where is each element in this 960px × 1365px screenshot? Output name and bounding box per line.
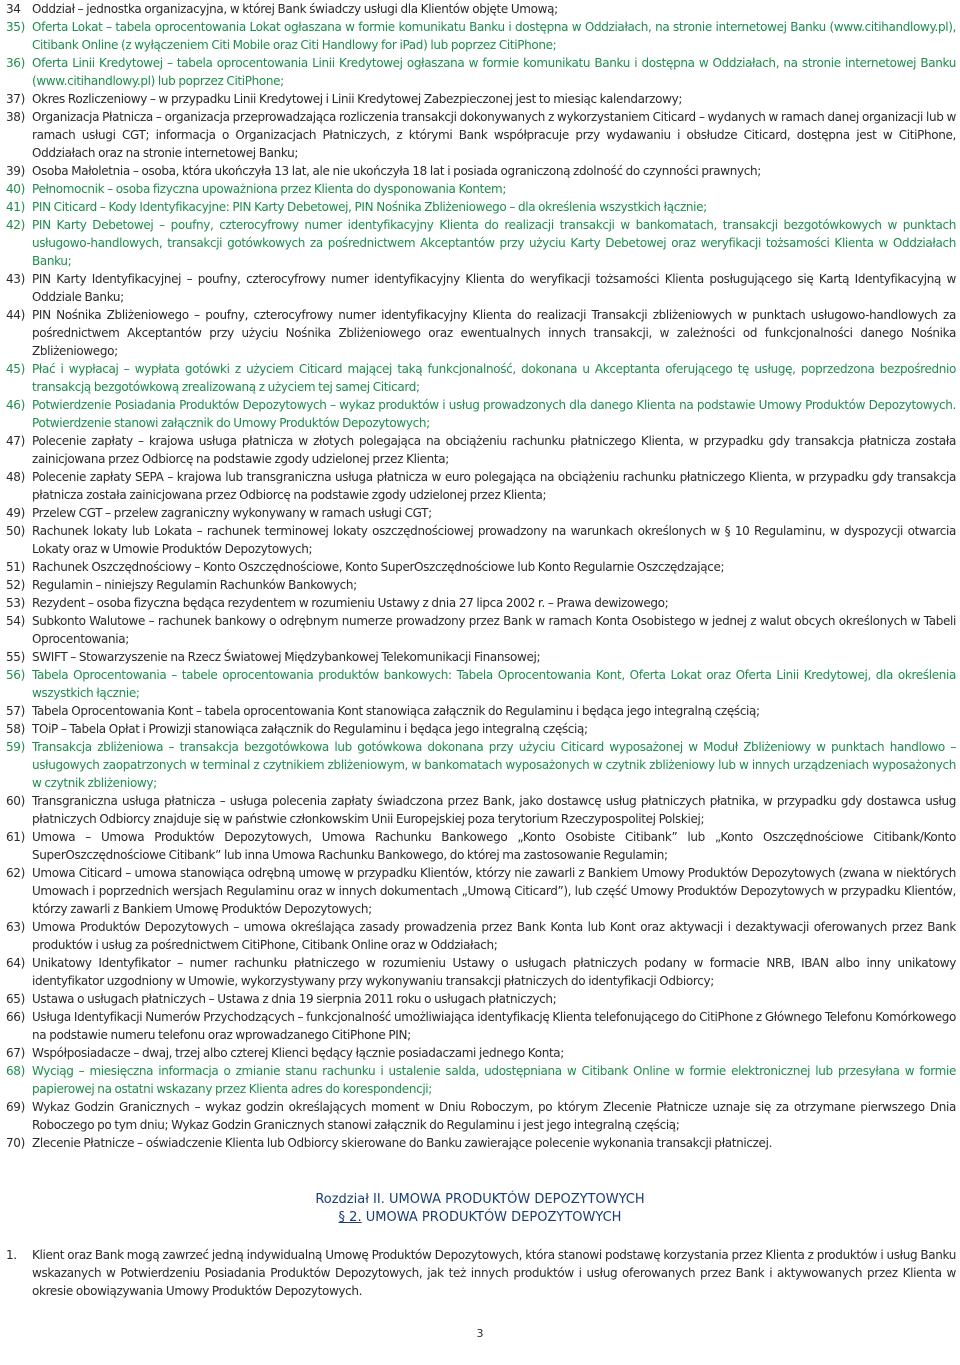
definition-item — [6, 504, 956, 522]
definition-item — [6, 738, 956, 792]
definition-item — [6, 864, 956, 918]
definition-number: 34 — [6, 2, 21, 16]
definition-item — [6, 576, 956, 594]
definition-item — [6, 954, 956, 990]
definition-text: Potwierdzenie Posiadania Produktów Depozytowych – wykaz produktów i usług prowadzonych dla danego Klienta na podstawie Umowy Produktów Depozytowych. Potwierdzenie stanowi załącznik do Umowy Produktów Depozytowych; — [32, 398, 956, 430]
definition-item — [6, 1008, 956, 1044]
definition-number: 41) — [6, 200, 25, 214]
definition-number: 53) — [6, 596, 25, 610]
definition-text: Regulamin – niniejszy Regulamin Rachunków Bankowych; — [32, 578, 357, 592]
definition-number: 45) — [6, 362, 25, 376]
definition-text: Oferta Lokat – tabela oprocentowania Lokat ogłaszana w formie komunikatu Banku i dostępna w Oddziałach, na stronie internetowej Banku (www.citihandlowy.pl), Citibank Online (z wyłączeniem Citi Mobile oraz Citi Handlowy for iPad) lub poprzez CitiPhone; — [32, 20, 956, 52]
definition-item — [6, 306, 956, 360]
definition-item — [6, 0, 956, 18]
definition-text: PIN Karty Debetowej – poufny, czterocyfrowy numer identyfikacyjny Klienta do realizacji transakcji w bankomatach, transakcji bezgotówkowych w punktach usługowo-handlowych, transakcji gotówkowych za pośrednictwem Akceptantów przy użyciu Karty Debetowej oraz weryfikacji tożsamości Klienta w Oddziałach Banku; — [32, 218, 956, 268]
definition-text: Usługa Identyfikacji Numerów Przychodzących – funkcjonalność umożliwiająca identyfikację Klienta telefonującego do CitiPhone z Głównego Telefonu Komórkowego na podstawie numeru telefonu oraz wprowadzanego CitiPhone PIN; — [32, 1010, 956, 1042]
definition-number: 39) — [6, 164, 25, 178]
definition-number: 69) — [6, 1100, 25, 1114]
definition-item — [6, 594, 956, 612]
definitions-list — [6, 0, 956, 1152]
definition-number: 63) — [6, 920, 25, 934]
definition-item — [6, 360, 956, 396]
definition-number: 61) — [6, 830, 25, 844]
definition-item — [6, 198, 956, 216]
definition-item — [6, 990, 956, 1008]
definition-number: 50) — [6, 524, 25, 538]
definition-number: 46) — [6, 398, 25, 412]
definition-text: PIN Karty Identyfikacyjnej – poufny, czterocyfrowy numer identyfikacyjny Klienta do weryfikacji tożsamości Klienta posługującego się Kartą Identyfikacyjną w Oddziale Banku; — [32, 272, 956, 304]
definition-text: Płać i wypłacaj – wypłata gotówki z użyciem Citicard mającej taką funkcjonalność, dokonana u Akceptanta oferującego tę usługę, poprzedzona bezpośrednio transakcją bezgotówkową zrealizowaną z użyciem tej samej Citicard; — [32, 362, 956, 394]
definition-number: 47) — [6, 434, 25, 448]
definition-text: PIN Nośnika Zbliżeniowego – poufny, czterocyfrowy numer identyfikacyjny Klienta do realizacji Transakcji zbliżeniowych w punktach usługowo-handlowych za pośrednictwem Akceptantów przy użyciu Nośnika Zbliżeniowego oraz ewentualnych innych transakcji, w zależności od funkcjonalności danego Nośnika Zbliżeniowego; — [32, 308, 956, 358]
definition-number: 67) — [6, 1046, 25, 1060]
definition-text: Umowa Produktów Depozytowych – umowa określająca zasady prowadzenia przez Bank Konta lub Kont oraz aktywacji i dezaktywacji oferowanych przez Bank produktów i usług za pośrednictwem CitiPhone, Citibank Online oraz w Oddziałach; — [32, 920, 956, 952]
definition-item — [6, 648, 956, 666]
definition-item — [6, 90, 956, 108]
definition-item — [6, 792, 956, 828]
definition-text: Transakcja zbliżeniowa – transakcja bezgotówkowa lub gotówkowa dokonana przy użyciu Citicard wyposażonej w Moduł Zbliżeniowy w punktach handlowo – usługowych zaopatrzonych w terminal z czytnikiem zbliżeniowym, w bankomatach wyposażonych w czytnik zbliżeniowy lub w innych urządzeniach wyposażonych w czytnik zbliżeniowy; — [32, 740, 956, 790]
definition-item — [6, 162, 956, 180]
definition-number: 55) — [6, 650, 25, 664]
definition-text: Umowa – Umowa Produktów Depozytowych, Umowa Rachunku Bankowego „Konto Osobiste Citibank” lub „Konto Oszczędnościowe Citibank/Konto SuperOszczędnościowe Citibank” lub inna Umowa Rachunku Bankowego, do której ma zastosowanie Regulamin; — [32, 830, 956, 862]
definition-number: 52) — [6, 578, 25, 592]
definition-number: 38) — [6, 110, 25, 124]
definition-number: 62) — [6, 866, 25, 880]
definition-number: 36) — [6, 56, 25, 70]
definition-text: Ustawa o usługach płatniczych – Ustawa z dnia 19 sierpnia 2011 roku o usługach płatniczych; — [32, 992, 557, 1006]
definition-number: 57) — [6, 704, 25, 718]
definition-text: PIN Citicard – Kody Identyfikacyjne: PIN Karty Debetowej, PIN Nośnika Zbliżeniowego – dla określenia wszystkich łącznie; — [32, 200, 707, 214]
definition-item — [6, 522, 956, 558]
definition-text: Subkonto Walutowe – rachunek bankowy o odrębnym numerze prowadzony przez Bank w ramach Konta Osobistego w jednej z walut obcych określonych w Tabeli Oprocentowania; — [32, 614, 956, 646]
definition-number: 56) — [6, 668, 25, 682]
paragraph-heading — [0, 1209, 960, 1227]
definition-item — [6, 720, 956, 738]
definition-text: Wykaz Godzin Granicznych – wykaz godzin określających moment w Dniu Roboczym, po którym Zlecenie Płatnicze uznaje się za otrzymane pierwszego Dnia Roboczego po tym dniu; Wykaz Godzin Granicznych stanowi załącznik do Regulaminu i jest jego integralną częścią; — [32, 1100, 956, 1132]
definition-text: Współposiadacze – dwaj, trzej albo czterej Klienci będący łącznie posiadaczami jednego Konta; — [32, 1046, 565, 1060]
definition-number: 35) — [6, 20, 25, 34]
definition-number: 54) — [6, 614, 25, 628]
definition-text: Rezydent – osoba fizyczna będąca rezydentem w rozumieniu Ustawy z dnia 27 lipca 2002 r. – Prawa dewizowego; — [32, 596, 669, 610]
definition-number: 44) — [6, 308, 25, 322]
definition-item — [6, 918, 956, 954]
definition-number: 70) — [6, 1136, 25, 1150]
definition-number: 43) — [6, 272, 25, 286]
definition-text: Polecenie zapłaty SEPA – krajowa lub transgraniczna usługa płatnicza w euro polegająca na obciążeniu rachunku płatniczego Klienta, w przypadku gdy transakcja płatnicza została zainicjowana przez Odbiorcę na podstawie zgody udzielonej przez Klienta; — [32, 470, 956, 502]
definition-number: 49) — [6, 506, 25, 520]
definition-text: Przelew CGT – przelew zagraniczny wykonywany w ramach usługi CGT; — [32, 506, 432, 520]
definition-number: 64) — [6, 956, 25, 970]
definition-item — [6, 468, 956, 504]
definition-text: Tabela Oprocentowania – tabele oprocentowania produktów bankowych: Tabela Oprocentowania Kont, Oferta Lokat oraz Oferta Linii Kredytowej, dla określenia wszystkich łącznie; — [32, 668, 956, 700]
definition-item — [6, 558, 956, 576]
article-1 — [6, 1246, 956, 1300]
definition-text: SWIFT – Stowarzyszenie na Rzecz Światowej Międzybankowej Telekomunikacji Finansowej; — [32, 650, 541, 664]
definition-item — [6, 612, 956, 648]
definition-item — [6, 432, 956, 468]
definition-number: 51) — [6, 560, 25, 574]
definition-item — [6, 702, 956, 720]
definition-text: Zlecenie Płatnicze – oświadczenie Klienta lub Odbiorcy skierowane do Banku zawierające polecenie wykonania transakcji płatniczej. — [32, 1136, 773, 1150]
definition-number: 37) — [6, 92, 25, 106]
definition-item — [6, 18, 956, 54]
definition-text: Polecenie zapłaty – krajowa usługa płatnicza w złotych polegająca na obciążeniu rachunku płatniczego Klienta, w przypadku gdy transakcja płatnicza została zainicjowana przez Odbiorcę na podstawie zgody udzielonej przez Klienta; — [32, 434, 956, 466]
definition-item — [6, 216, 956, 270]
definition-number: 66) — [6, 1010, 25, 1024]
definition-item — [6, 828, 956, 864]
definition-item — [6, 108, 956, 162]
definition-number: 40) — [6, 182, 25, 196]
article-text: Klient oraz Bank mogą zawrzeć jedną indywidualną Umowę Produktów Depozytowych, która stanowi podstawę korzystania przez Klienta z produktów i usług Banku wskazanych w Potwierdzeniu Posiadania Produktów Depozytowych, jak też innych produktów i usług oferowanych przez Bank i aktywowanych przez Klienta w okresie obowiązywania Umowy Produktów Depozytowych. — [32, 1248, 956, 1298]
definition-text: TOiP – Tabela Opłat i Prowizji stanowiąca załącznik do Regulaminu i będąca jego integralną częścią; — [32, 722, 588, 736]
definition-item — [6, 180, 956, 198]
definition-text: Rachunek lokaty lub Lokata – rachunek terminowej lokaty oszczędnościowej prowadzony na warunkach określonych w § 10 Regulaminu, w dyspozycji otwarcia Lokaty oraz w Umowie Produktów Depozytowych; — [32, 524, 956, 556]
chapter-title: Rozdział II. UMOWA PRODUKTÓW DEPOZYTOWYCH — [315, 1192, 645, 1207]
definition-text: Okres Rozliczeniowy – w przypadku Linii Kredytowej i Linii Kredytowej Zabezpieczonej jest to miesiąc kalendarzowy; — [32, 92, 683, 106]
definition-text: Rachunek Oszczędnościowy – Konto Oszczędnościowe, Konto SuperOszczędnościowe lub Konto Regularnie Oszczędzające; — [32, 560, 725, 574]
definition-number: 59) — [6, 740, 25, 754]
paragraph-title: UMOWA PRODUKTÓW DEPOZYTOWYCH — [365, 1210, 622, 1225]
definition-number: 48) — [6, 470, 25, 484]
page-number: 3 — [476, 1327, 484, 1340]
definition-text: Unikatowy Identyfikator – numer rachunku płatniczego w rozumieniu Ustawy o usługach płatniczych podany w formacie NRB, IBAN albo inny unikatowy identyfikator uzgodniony w Umowie, wykorzystywany przy wykonywaniu transakcji płatniczych do identyfikacji Odbiorcy; — [32, 956, 956, 988]
definition-text: Wyciąg – miesięczna informacja o zmianie stanu rachunku i ustalenie salda, udostępniana w Citibank Online w formie elektronicznej lub przesyłana w formie papierowej na ostatni wskazany przez Klienta adres do korespondencji; — [32, 1064, 956, 1096]
definition-item — [6, 1098, 956, 1134]
paragraph-sign: § 2. — [338, 1210, 362, 1225]
definition-text: Oferta Linii Kredytowej – tabela oprocentowania Linii Kredytowej ogłaszana w formie komunikatu Banku i dostępna w Oddziałach, na stronie internetowej Banku (www.citihandlowy.pl) lub poprzez CitiPhone; — [32, 56, 956, 88]
definition-item — [6, 1062, 956, 1098]
definition-number: 58) — [6, 722, 25, 736]
definition-number: 65) — [6, 992, 25, 1006]
definition-text: Tabela Oprocentowania Kont – tabela oprocentowania Kont stanowiąca załącznik do Regulaminu i będąca jego integralną częścią; — [32, 704, 760, 718]
definition-item — [6, 270, 956, 306]
definition-item — [6, 1044, 956, 1062]
definition-text: Transgraniczna usługa płatnicza – usługa polecenia zapłaty świadczona przez Bank, jako dostawcę usług płatniczych płatnika, w przypadku gdy dostawca usług płatniczych Odbiorcy znajduje się w państwie członkowskim Unii Europejskiej poza terytorium Rzeczypospolitej Polskiej; — [32, 794, 956, 826]
definition-number: 42) — [6, 218, 25, 232]
definition-item — [6, 54, 956, 90]
definition-text: Organizacja Płatnicza – organizacja przeprowadzająca rozliczenia transakcji dokonywanych z wykorzystaniem Citicard – wydanych w ramach danej organizacji lub w ramach usługi CGT; informacja o Organizacjach Płatniczych, z którymi Bank współpracuje przy wydawaniu i obsłudze Citicard, dostępna jest w CitiPhone, Oddziałach oraz na stronie internetowej Banku; — [32, 110, 956, 160]
definition-item — [6, 666, 956, 702]
definition-text: Pełnomocnik – osoba fizyczna upoważniona przez Klienta do dysponowania Kontem; — [32, 182, 507, 196]
definition-item — [6, 1134, 956, 1152]
definition-text: Oddział – jednostka organizacyjna, w której Bank świadczy usługi dla Klientów objęte Umową; — [32, 2, 558, 16]
article-number: 1. — [6, 1248, 17, 1262]
definition-item — [6, 396, 956, 432]
definition-text: Osoba Małoletnia – osoba, która ukończyła 13 lat, ale nie ukończyła 18 lat i posiada ograniczoną zdolność do czynności prawnych; — [32, 164, 761, 178]
definition-number: 60) — [6, 794, 25, 808]
definition-number: 68) — [6, 1064, 25, 1078]
definition-text: Umowa Citicard – umowa stanowiąca odrębną umowę w przypadku Klientów, którzy nie zawarli z Bankiem Umowy Produktów Depozytowych (zwana w niektórych Umowach i poprzednich wersjach Regulaminu oraz w innych dokumentach „Umową Citicard”), lub część Umowy Produktów Depozytowych w przypadku Klientów, którzy zawarli z Bankiem Umowę Produktów Depozytowych; — [32, 866, 956, 916]
